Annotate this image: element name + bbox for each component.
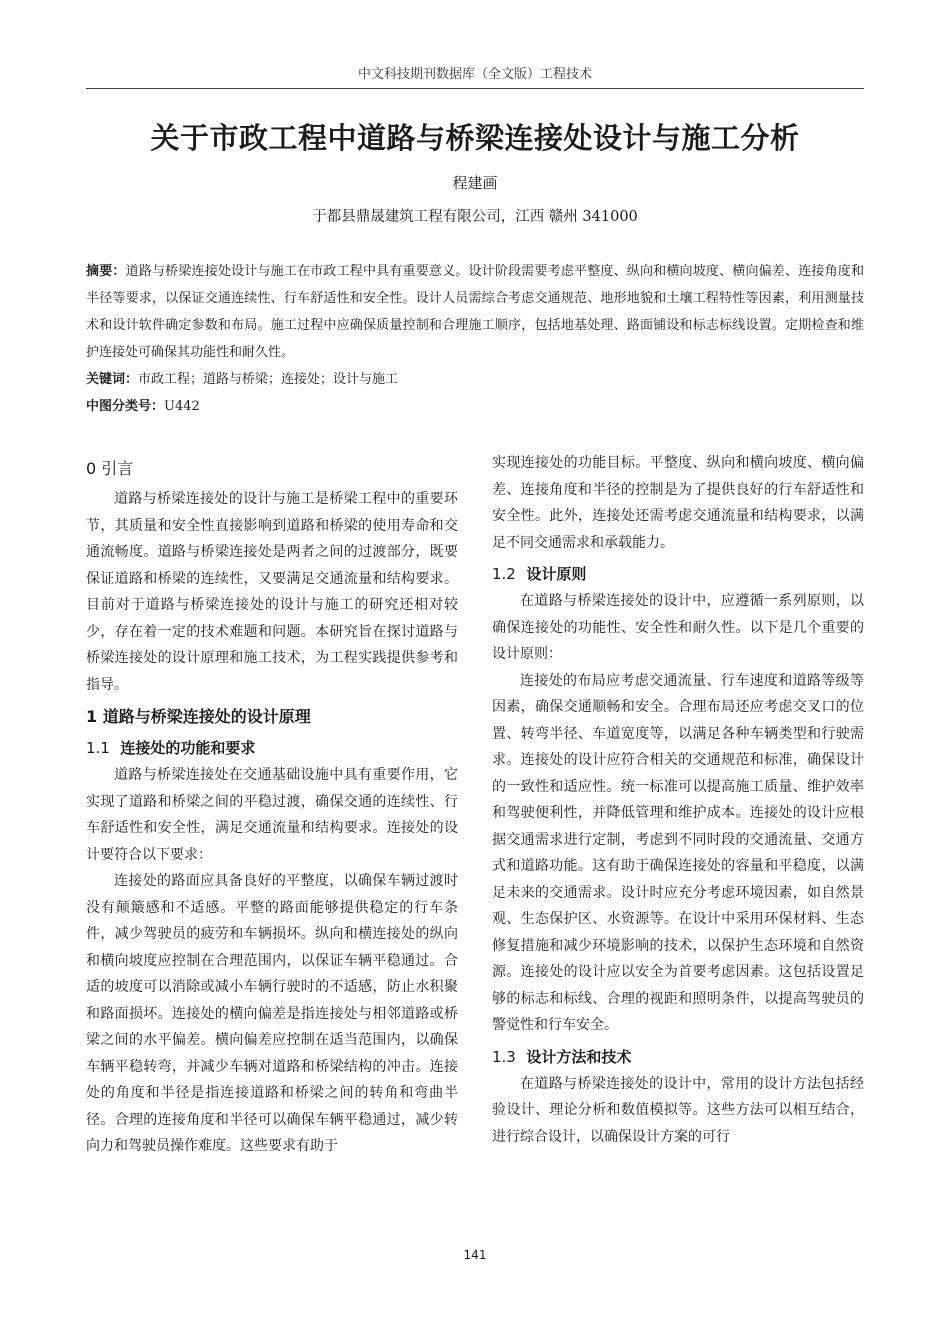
page-number: 141 <box>463 1248 487 1262</box>
section-1-1-title: 连接处的功能和要求 <box>120 739 256 757</box>
section-1-1-paragraph-continued: 实现连接处的功能目标。平整度、纵向和横向坡度、横向偏差、连接角度和半径的控制是为了提供良好的行车舒适性和安全性。此外，连接处还需考虑交通流量和结构要求，以满足不同交通需求和承载能力。 <box>492 455 864 551</box>
author: 程建画 <box>452 174 498 192</box>
paper-title: 关于市政工程中道路与桥梁连接处设计与施工分析 <box>150 121 800 155</box>
section-0-paragraph: 道路与桥梁连接处的设计与施工是桥梁工程中的重要环节，其质量和安全性直接影响到道路和桥梁的使用寿命和交通流畅度。道路与桥梁连接处是两者之间的过渡部分，既要保证道路和桥梁的连续性，又要满足交通流量和结构要求。目前对于道路与桥梁连接处的设计与施工的研究还相对较少，存在着一定的技术难题和问题。本研究旨在探讨道路与桥梁连接处的设计原理和施工技术，为工程实践提供参考和指导。 <box>86 491 458 693</box>
section-1-3-heading <box>492 1045 864 1069</box>
section-1-3-paragraph: 在道路与桥梁连接处的设计中，常用的设计方法包括经验设计、理论分析和数值模拟等。这些方法可以相互结合，进行综合设计，以确保设计方案的可行 <box>492 1075 864 1145</box>
section-1-2-paragraph: 连接处的布局应考虑交通流量、行车速度和道路等级等因素，确保交通顺畅和安全。合理布局还应考虑交叉口的位置、转弯半径、车道宽度等，以满足各种车辆类型和行驶需求。连接处的设计应符合相关的交通规范和标准，确保设计的一致性和适应性。统一标准可以提高施工质量、维护效率和驾驶便利性，并降低管理和维护成本。连接处的设计应根据交通需求进行定制，考虑到不同时段的交通流量、交通方式和道路功能。这有助于确保连接处的容量和平稳度，以满足未来的交通需求。设计时应充分考虑环境因素，如自然景观、生态保护区、水资源等。在设计中采用环保材料、生态修复措施和减少环境影响的技术，以保护生态环境和自然资源。连接处的设计应以安全为首要考虑因素。这包括设置足够的标志和标线、合理的视距和照明条件，以提高驾驶员的警觉性和行车安全。 <box>492 672 864 1033</box>
section-0-heading: 0 引言 <box>86 459 134 478</box>
section-1-1-number: 1.1 <box>86 739 110 757</box>
abstract-block <box>86 258 864 420</box>
section-1-2-heading <box>492 562 864 586</box>
section-1-3-title: 设计方法和技术 <box>526 1047 632 1066</box>
clc-label: 中图分类号： <box>86 399 165 414</box>
section-1-2-number: 1.2 <box>492 565 516 583</box>
section-1-2-paragraph: 在道路与桥梁连接处的设计中，应遵循一系列原则，以确保连接处的功能性、安全性和耐久性。以下是几个重要的设计原则： <box>492 593 864 662</box>
affiliation: 于都县鼎晟建筑工程有限公司，江西 赣州 341000 <box>312 209 638 225</box>
abstract-label: 摘要： <box>86 264 126 279</box>
keywords-label: 关键词： <box>86 372 139 387</box>
section-1-heading: 1 道路与桥梁连接处的设计原理 <box>86 707 311 726</box>
clc-number <box>86 393 864 420</box>
keywords <box>86 366 864 393</box>
abstract <box>86 258 864 366</box>
right-column <box>492 450 864 1150</box>
abstract-text: 道路与桥梁连接处设计与施工在市政工程中具有重要意义。设计阶段需要考虑平整度、纵向和横向坡度、横向偏差、连接角度和半径等要求，以保证交通连续性、行车舒适性和安全性。设计人员需综合考虑交通规范、地形地貌和土壤工程特性等因素，利用测量技术和设计软件确定参数和布局。施工过程中应确保质量控制和合理施工顺序，包括地基处理、路面铺设和标志标线设置。定期检查和维护连接处可确保其功能性和耐久性。 <box>86 264 864 360</box>
keywords-text: 市政工程；道路与桥梁；连接处；设计与施工 <box>138 372 399 387</box>
section-1-1-paragraph: 道路与桥梁连接处在交通基础设施中具有重要作用，它实现了道路和桥梁之间的平稳过渡，确保交通的连续性、行车舒适性和安全性，满足交通流量和结构要求。连接处的设计要符合以下要求： <box>86 767 458 863</box>
journal-header: 中文科技期刊数据库（全文版）工程技术 <box>86 62 864 89</box>
left-column <box>86 450 458 1160</box>
clc-text: U442 <box>164 399 200 414</box>
section-1-2-title: 设计原则 <box>526 565 587 583</box>
section-1-3-number: 1.3 <box>492 1047 516 1066</box>
section-1-1-paragraph: 连接处的路面应具备良好的平整度，以确保车辆过渡时没有颠簸感和不适感。平整的路面能够提供稳定的行车条件，减少驾驶员的疲劳和车辆损坏。纵向和横连接处的纵向和横向坡度应控制在合理范围内，以保证车辆平稳通过。合适的坡度可以消除或减小车辆行驶时的不适感，防止水积聚和路面损坏。连接处的横向偏差是指连接处与相邻道路或桥梁之间的水平偏差。横向偏差应控制在适当范围内，以确保车辆平稳转弯，并减少车辆对道路和桥梁结构的冲击。连接处的角度和半径是指连接道路和桥梁之间的转角和弯曲半径。合理的连接角度和半径可以确保车辆平稳通过，减少转向力和驾驶员操作难度。这些要求有助于 <box>86 873 458 1154</box>
section-1-1-heading <box>86 736 458 760</box>
